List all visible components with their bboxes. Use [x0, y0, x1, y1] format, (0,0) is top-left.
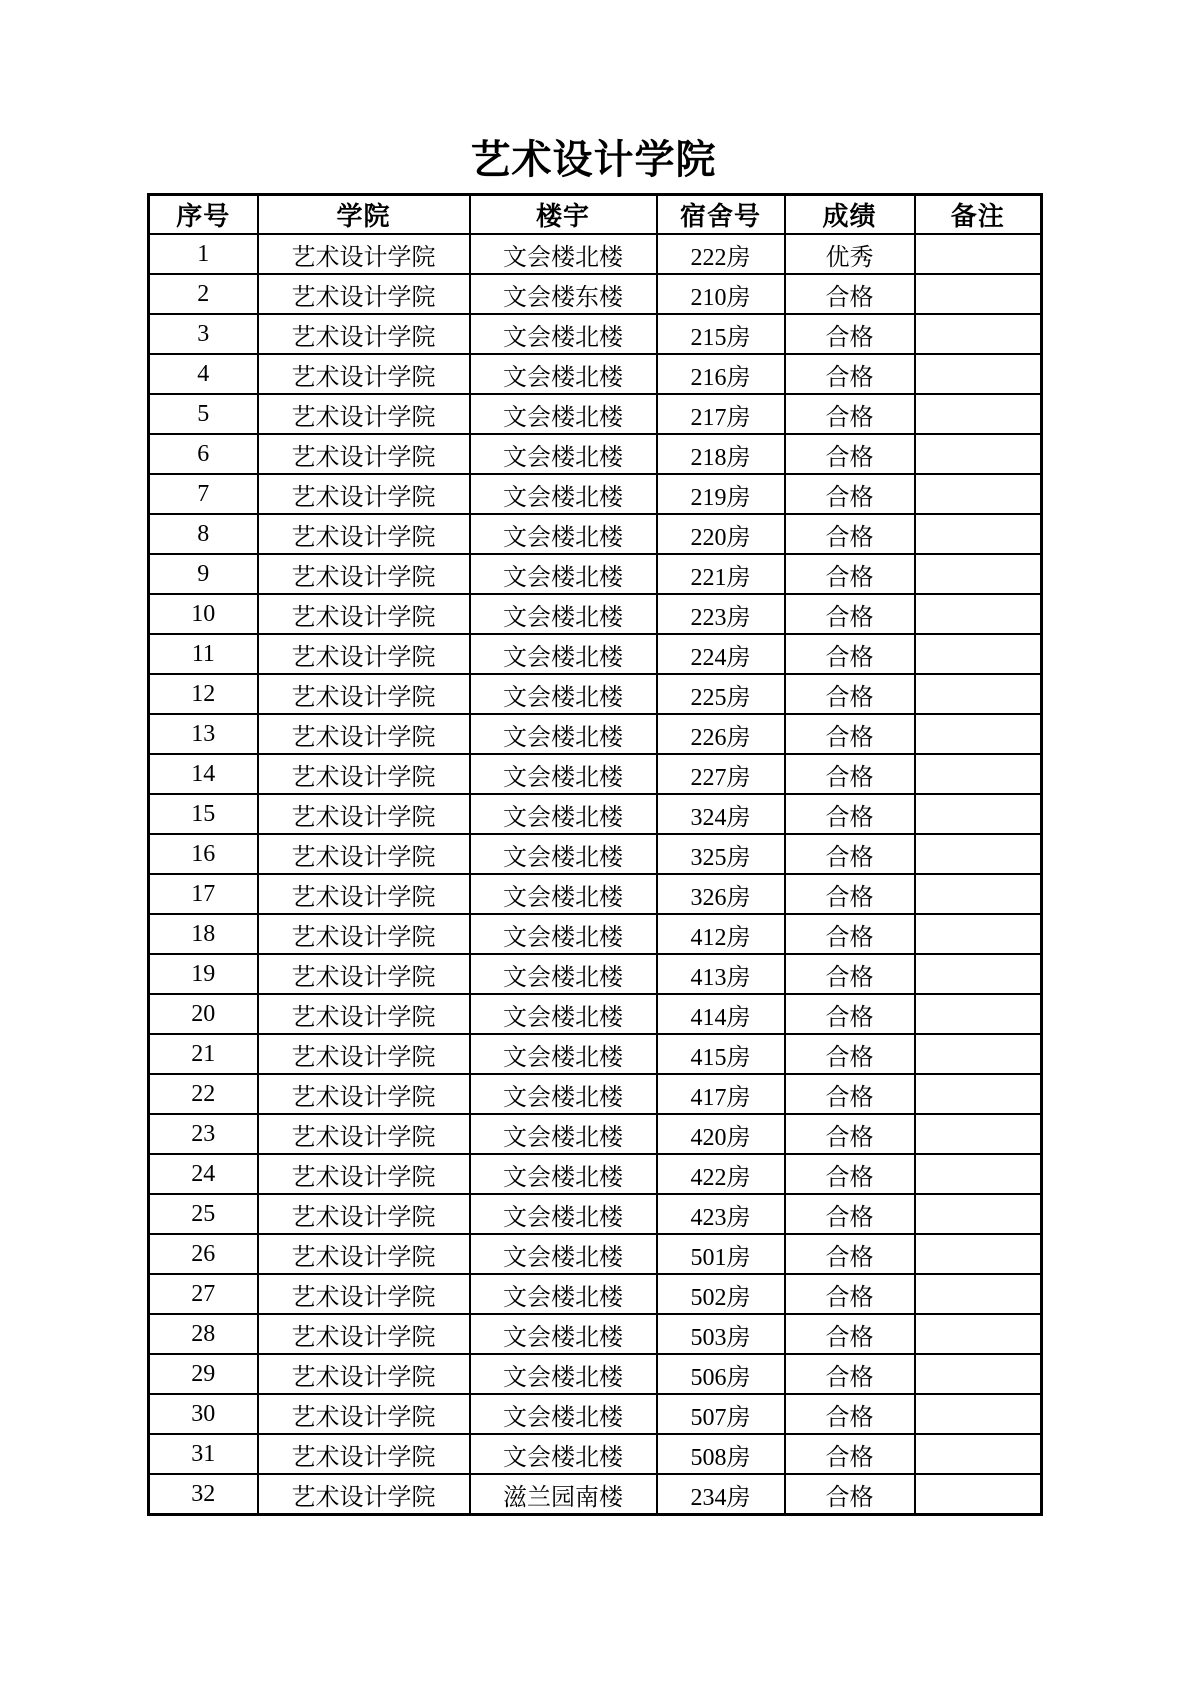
table-row: [149, 1234, 1042, 1274]
cell-college: 艺术设计学院: [258, 474, 470, 514]
cell-building: 文会楼北楼: [470, 1274, 657, 1314]
cell-room: 506房: [657, 1354, 785, 1394]
cell-remark: [915, 394, 1042, 434]
cell-remark: [915, 354, 1042, 394]
cell-remark: [915, 1394, 1042, 1434]
cell-grade: 合格: [785, 714, 915, 754]
column-header-building: 楼宇: [470, 195, 657, 235]
cell-index: 26: [149, 1234, 258, 1274]
cell-building: 文会楼北楼: [470, 914, 657, 954]
cell-grade: 合格: [785, 1354, 915, 1394]
cell-remark: [915, 874, 1042, 914]
cell-index: 16: [149, 834, 258, 874]
cell-index: 11: [149, 634, 258, 674]
cell-remark: [915, 914, 1042, 954]
cell-college: 艺术设计学院: [258, 1154, 470, 1194]
cell-building: 文会楼东楼: [470, 274, 657, 314]
table-row: [149, 594, 1042, 634]
cell-remark: [915, 1114, 1042, 1154]
cell-index: 27: [149, 1274, 258, 1314]
cell-index: 8: [149, 514, 258, 554]
cell-index: 7: [149, 474, 258, 514]
cell-building: 文会楼北楼: [470, 394, 657, 434]
cell-college: 艺术设计学院: [258, 1314, 470, 1354]
cell-grade: 合格: [785, 1154, 915, 1194]
cell-room: 503房: [657, 1314, 785, 1354]
cell-grade: 合格: [785, 994, 915, 1034]
cell-college: 艺术设计学院: [258, 314, 470, 354]
cell-index: 15: [149, 794, 258, 834]
table-row: [149, 514, 1042, 554]
cell-grade: 合格: [785, 474, 915, 514]
cell-building: 文会楼北楼: [470, 314, 657, 354]
cell-grade: 合格: [785, 1434, 915, 1474]
cell-grade: 合格: [785, 514, 915, 554]
cell-index: 28: [149, 1314, 258, 1354]
table-row: [149, 234, 1042, 274]
cell-room: 415房: [657, 1034, 785, 1074]
cell-index: 3: [149, 314, 258, 354]
table-row: [149, 1434, 1042, 1474]
cell-index: 24: [149, 1154, 258, 1194]
cell-college: 艺术设计学院: [258, 1114, 470, 1154]
cell-room: 325房: [657, 834, 785, 874]
cell-index: 18: [149, 914, 258, 954]
cell-room: 222房: [657, 234, 785, 274]
cell-building: 文会楼北楼: [470, 754, 657, 794]
cell-remark: [915, 1074, 1042, 1114]
cell-grade: 合格: [785, 314, 915, 354]
cell-grade: 合格: [785, 914, 915, 954]
cell-room: 227房: [657, 754, 785, 794]
cell-room: 223房: [657, 594, 785, 634]
cell-grade: 合格: [785, 1034, 915, 1074]
table-row: [149, 1074, 1042, 1114]
cell-college: 艺术设计学院: [258, 1234, 470, 1274]
column-header-college: 学院: [258, 195, 470, 235]
cell-building: 文会楼北楼: [470, 634, 657, 674]
cell-grade: 合格: [785, 634, 915, 674]
cell-college: 艺术设计学院: [258, 394, 470, 434]
table-row: [149, 354, 1042, 394]
cell-building: 文会楼北楼: [470, 1394, 657, 1434]
cell-building: 文会楼北楼: [470, 874, 657, 914]
cell-remark: [915, 514, 1042, 554]
cell-room: 217房: [657, 394, 785, 434]
cell-remark: [915, 554, 1042, 594]
cell-index: 1: [149, 234, 258, 274]
cell-grade: 合格: [785, 594, 915, 634]
table-row: [149, 1154, 1042, 1194]
cell-room: 221房: [657, 554, 785, 594]
cell-index: 21: [149, 1034, 258, 1074]
table-row: [149, 754, 1042, 794]
cell-grade: 优秀: [785, 234, 915, 274]
cell-remark: [915, 634, 1042, 674]
table-row: [149, 434, 1042, 474]
cell-college: 艺术设计学院: [258, 1194, 470, 1234]
cell-room: 423房: [657, 1194, 785, 1234]
cell-building: 文会楼北楼: [470, 354, 657, 394]
cell-remark: [915, 234, 1042, 274]
cell-remark: [915, 474, 1042, 514]
cell-index: 29: [149, 1354, 258, 1394]
cell-index: 13: [149, 714, 258, 754]
cell-building: 文会楼北楼: [470, 234, 657, 274]
cell-building: 文会楼北楼: [470, 954, 657, 994]
cell-remark: [915, 594, 1042, 634]
cell-remark: [915, 314, 1042, 354]
cell-grade: 合格: [785, 394, 915, 434]
cell-room: 508房: [657, 1434, 785, 1474]
cell-room: 414房: [657, 994, 785, 1034]
cell-index: 9: [149, 554, 258, 594]
cell-building: 滋兰园南楼: [470, 1474, 657, 1515]
cell-room: 422房: [657, 1154, 785, 1194]
cell-college: 艺术设计学院: [258, 754, 470, 794]
cell-remark: [915, 834, 1042, 874]
cell-room: 412房: [657, 914, 785, 954]
table-row: [149, 1474, 1042, 1515]
cell-index: 25: [149, 1194, 258, 1234]
cell-building: 文会楼北楼: [470, 1434, 657, 1474]
cell-index: 32: [149, 1474, 258, 1515]
cell-remark: [915, 1154, 1042, 1194]
table-row: [149, 794, 1042, 834]
cell-college: 艺术设计学院: [258, 1434, 470, 1474]
cell-grade: 合格: [785, 1194, 915, 1234]
cell-college: 艺术设计学院: [258, 594, 470, 634]
table-row: [149, 914, 1042, 954]
cell-building: 文会楼北楼: [470, 594, 657, 634]
cell-index: 14: [149, 754, 258, 794]
cell-index: 17: [149, 874, 258, 914]
table-row: [149, 874, 1042, 914]
cell-building: 文会楼北楼: [470, 994, 657, 1034]
cell-building: 文会楼北楼: [470, 1034, 657, 1074]
cell-remark: [915, 1474, 1042, 1515]
cell-building: 文会楼北楼: [470, 1154, 657, 1194]
cell-building: 文会楼北楼: [470, 1194, 657, 1234]
cell-college: 艺术设计学院: [258, 1074, 470, 1114]
table-row: [149, 1274, 1042, 1314]
cell-remark: [915, 434, 1042, 474]
cell-remark: [915, 1234, 1042, 1274]
cell-college: 艺术设计学院: [258, 234, 470, 274]
column-header-index: 序号: [149, 195, 258, 235]
table-row: [149, 1314, 1042, 1354]
cell-remark: [915, 1194, 1042, 1234]
cell-remark: [915, 954, 1042, 994]
cell-index: 6: [149, 434, 258, 474]
cell-college: 艺术设计学院: [258, 634, 470, 674]
cell-index: 19: [149, 954, 258, 994]
table-row: [149, 1114, 1042, 1154]
cell-college: 艺术设计学院: [258, 954, 470, 994]
dorm-grade-table: [147, 193, 1043, 1516]
table-row: [149, 834, 1042, 874]
cell-grade: 合格: [785, 1474, 915, 1515]
cell-college: 艺术设计学院: [258, 674, 470, 714]
cell-college: 艺术设计学院: [258, 1474, 470, 1515]
table-row: [149, 1034, 1042, 1074]
cell-building: 文会楼北楼: [470, 434, 657, 474]
cell-index: 22: [149, 1074, 258, 1114]
cell-college: 艺术设计学院: [258, 1034, 470, 1074]
cell-college: 艺术设计学院: [258, 554, 470, 594]
cell-remark: [915, 754, 1042, 794]
cell-room: 220房: [657, 514, 785, 554]
cell-index: 2: [149, 274, 258, 314]
cell-building: 文会楼北楼: [470, 1074, 657, 1114]
cell-building: 文会楼北楼: [470, 794, 657, 834]
cell-building: 文会楼北楼: [470, 714, 657, 754]
cell-building: 文会楼北楼: [470, 1234, 657, 1274]
cell-college: 艺术设计学院: [258, 1354, 470, 1394]
column-header-remark: 备注: [915, 195, 1042, 235]
cell-remark: [915, 1354, 1042, 1394]
cell-building: 文会楼北楼: [470, 1354, 657, 1394]
cell-index: 23: [149, 1114, 258, 1154]
cell-grade: 合格: [785, 1314, 915, 1354]
cell-building: 文会楼北楼: [470, 674, 657, 714]
cell-remark: [915, 1274, 1042, 1314]
cell-room: 234房: [657, 1474, 785, 1515]
cell-room: 326房: [657, 874, 785, 914]
cell-index: 30: [149, 1394, 258, 1434]
cell-grade: 合格: [785, 954, 915, 994]
cell-room: 224房: [657, 634, 785, 674]
cell-room: 210房: [657, 274, 785, 314]
table-row: [149, 954, 1042, 994]
cell-college: 艺术设计学院: [258, 274, 470, 314]
cell-college: 艺术设计学院: [258, 514, 470, 554]
cell-college: 艺术设计学院: [258, 794, 470, 834]
table-row: [149, 274, 1042, 314]
cell-college: 艺术设计学院: [258, 914, 470, 954]
cell-room: 215房: [657, 314, 785, 354]
cell-college: 艺术设计学院: [258, 1274, 470, 1314]
cell-room: 502房: [657, 1274, 785, 1314]
cell-room: 501房: [657, 1234, 785, 1274]
cell-grade: 合格: [785, 354, 915, 394]
cell-building: 文会楼北楼: [470, 1114, 657, 1154]
cell-grade: 合格: [785, 1274, 915, 1314]
cell-college: 艺术设计学院: [258, 434, 470, 474]
table-row: [149, 394, 1042, 434]
cell-grade: 合格: [785, 434, 915, 474]
cell-building: 文会楼北楼: [470, 514, 657, 554]
cell-index: 20: [149, 994, 258, 1034]
table-row: [149, 674, 1042, 714]
cell-grade: 合格: [785, 834, 915, 874]
column-header-grade: 成绩: [785, 195, 915, 235]
table-row: [149, 714, 1042, 754]
cell-remark: [915, 1034, 1042, 1074]
cell-room: 226房: [657, 714, 785, 754]
table-row: [149, 1194, 1042, 1234]
page-title: 艺术设计学院: [470, 138, 717, 182]
cell-index: 10: [149, 594, 258, 634]
table-row: [149, 1394, 1042, 1434]
cell-remark: [915, 674, 1042, 714]
cell-room: 507房: [657, 1394, 785, 1434]
table-row: [149, 474, 1042, 514]
cell-college: 艺术设计学院: [258, 714, 470, 754]
cell-grade: 合格: [785, 754, 915, 794]
cell-index: 12: [149, 674, 258, 714]
cell-college: 艺术设计学院: [258, 994, 470, 1034]
cell-grade: 合格: [785, 1114, 915, 1154]
table-row: [149, 994, 1042, 1034]
cell-grade: 合格: [785, 1394, 915, 1434]
cell-grade: 合格: [785, 794, 915, 834]
column-header-room: 宿舍号: [657, 195, 785, 235]
cell-remark: [915, 1434, 1042, 1474]
cell-remark: [915, 274, 1042, 314]
cell-index: 5: [149, 394, 258, 434]
cell-grade: 合格: [785, 1074, 915, 1114]
cell-college: 艺术设计学院: [258, 834, 470, 874]
cell-college: 艺术设计学院: [258, 354, 470, 394]
cell-building: 文会楼北楼: [470, 1314, 657, 1354]
cell-index: 31: [149, 1434, 258, 1474]
cell-remark: [915, 794, 1042, 834]
cell-grade: 合格: [785, 274, 915, 314]
cell-room: 218房: [657, 434, 785, 474]
table-row: [149, 1354, 1042, 1394]
cell-building: 文会楼北楼: [470, 554, 657, 594]
cell-grade: 合格: [785, 674, 915, 714]
cell-room: 417房: [657, 1074, 785, 1114]
cell-room: 324房: [657, 794, 785, 834]
cell-remark: [915, 994, 1042, 1034]
cell-grade: 合格: [785, 874, 915, 914]
cell-college: 艺术设计学院: [258, 874, 470, 914]
cell-room: 420房: [657, 1114, 785, 1154]
table-row: [149, 314, 1042, 354]
cell-building: 文会楼北楼: [470, 474, 657, 514]
cell-remark: [915, 714, 1042, 754]
cell-room: 219房: [657, 474, 785, 514]
cell-remark: [915, 1314, 1042, 1354]
table-row: [149, 554, 1042, 594]
cell-college: 艺术设计学院: [258, 1394, 470, 1434]
cell-room: 413房: [657, 954, 785, 994]
cell-room: 216房: [657, 354, 785, 394]
cell-grade: 合格: [785, 1234, 915, 1274]
table-row: [149, 634, 1042, 674]
cell-grade: 合格: [785, 554, 915, 594]
cell-building: 文会楼北楼: [470, 834, 657, 874]
header-row: [149, 195, 1042, 235]
cell-index: 4: [149, 354, 258, 394]
cell-room: 225房: [657, 674, 785, 714]
